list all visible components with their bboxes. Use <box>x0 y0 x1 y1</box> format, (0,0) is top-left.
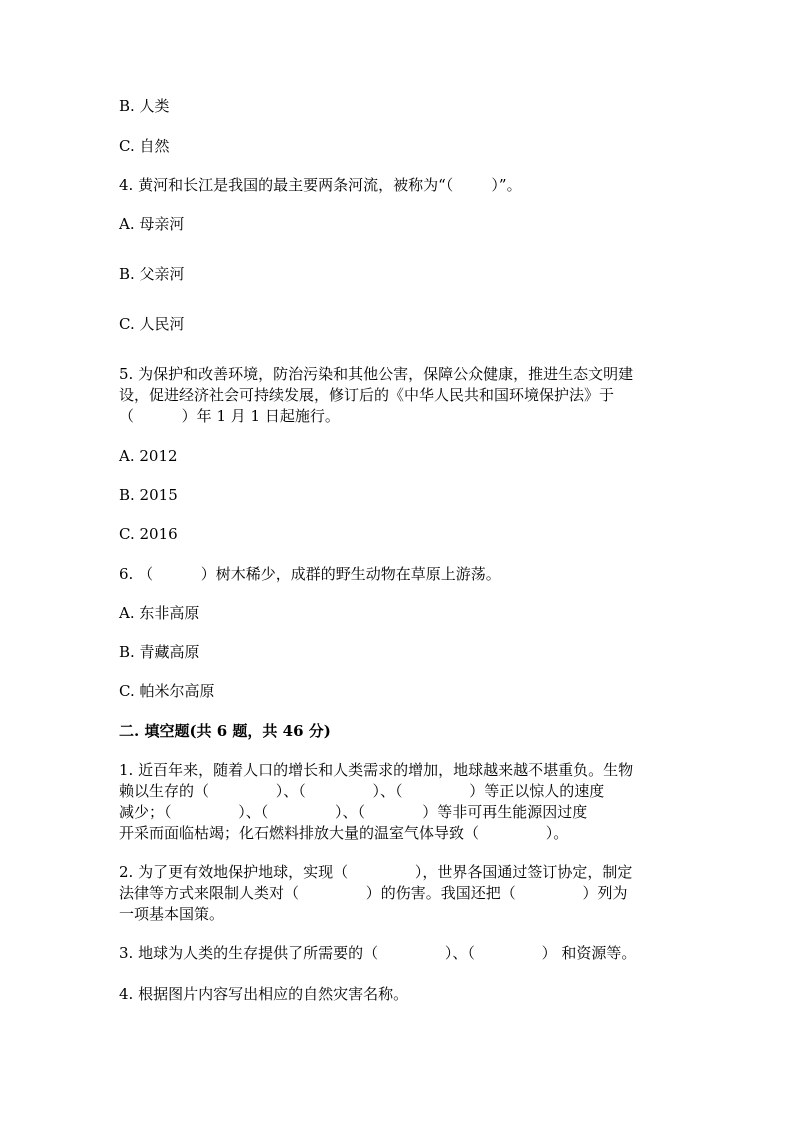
q4-stem: 4. 黄河和长江是我国的最主要两条河流，被称为“（ ）”。 <box>119 176 522 194</box>
fill2-line-1: 2. 为了更有效地保护地球，实现（ ），世界各国通过签订协定，制定 <box>119 863 633 881</box>
q6-option-b: B. 青藏高原 <box>119 643 200 661</box>
q5-option-b: B. 2015 <box>119 486 178 504</box>
q5-option-a: A. 2012 <box>119 447 178 465</box>
q4-option-a: A. 母亲河 <box>119 215 185 233</box>
q3-option-b: B. 人类 <box>119 97 170 115</box>
fill1-line-4: 开采而面临枯竭；化石燃料排放大量的温室气体导致（ ）。 <box>119 824 569 842</box>
q6-option-c: C. 帕米尔高原 <box>119 682 215 700</box>
fill1-line-2: 赖以生存的（ ）、（ ）、（ ）等正以惊人的速度 <box>119 782 605 800</box>
q3-option-c: C. 自然 <box>119 137 170 155</box>
fill3-line-1: 3. 地球为人类的生存提供了所需要的（ ）、（ ） 和资源等。 <box>119 944 637 962</box>
fill1-line-3: 减少；（ ）、（ ）、（ ）等非可再生能源因过度 <box>119 803 588 821</box>
q4-option-c: C. 人民河 <box>119 315 185 333</box>
q5-option-c: C. 2016 <box>119 525 178 543</box>
fill4-line-1: 4. 根据图片内容写出相应的自然灾害名称。 <box>119 985 409 1003</box>
q4-option-b: B. 父亲河 <box>119 265 185 283</box>
q6-stem: 6. （ ）树木稀少，成群的野生动物在草原上游荡。 <box>119 565 501 583</box>
q5-stem-line-2: 设，促进经济社会可持续发展，修订后的《中华人民共和国环境保护法》于 <box>119 386 615 404</box>
fill2-line-2: 法律等方式来限制人类对（ ）的伤害。我国还把（ ）列为 <box>119 884 628 902</box>
fill1-line-1: 1. 近百年来，随着人口的增长和人类需求的增加，地球越来越不堪重负。生物 <box>119 761 634 779</box>
section-2-heading: 二. 填空题(共 6 题，共 46 分) <box>119 722 331 740</box>
fill2-line-3: 一项基本国策。 <box>119 905 225 923</box>
q5-stem-line-3: （ ）年 1 月 1 日起施行。 <box>119 407 340 425</box>
q5-stem-line-1: 5. 为保护和改善环境，防治污染和其他公害，保障公众健康，推进生态文明建 <box>119 365 634 383</box>
q6-option-a: A. 东非高原 <box>119 604 200 622</box>
